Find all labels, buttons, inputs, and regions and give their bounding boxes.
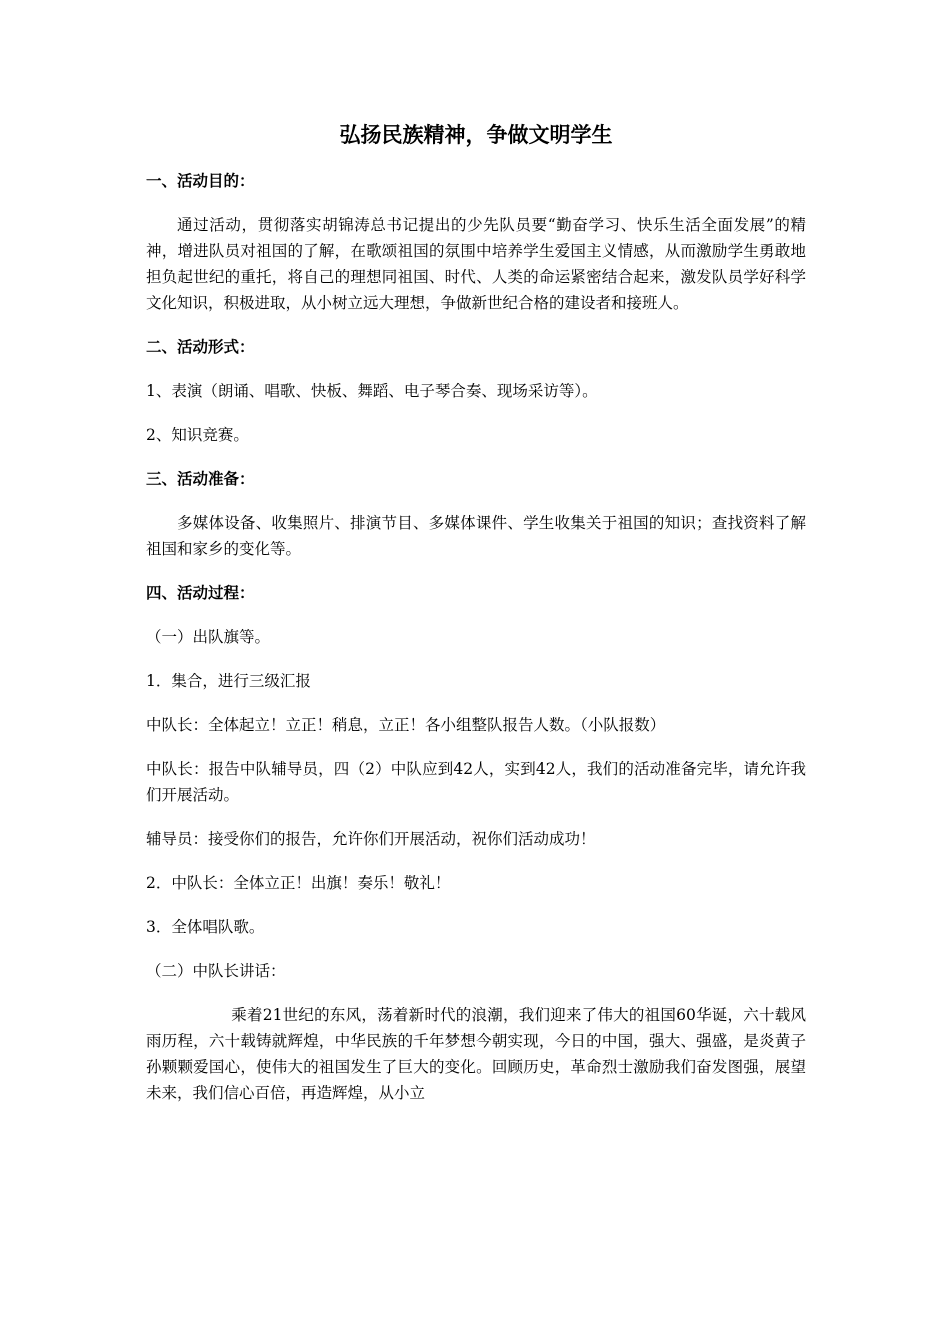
process-heading: 四、活动过程： xyxy=(146,584,255,602)
prep-paragraph: 多媒体设备、收集照片、排演节目、多媒体课件、学生收集关于祖国的知识；查找资料了解祖国和家乡的变化等。 xyxy=(146,514,806,558)
process-step-1b: 中队长：报告中队辅导员，四（2）中队应到42人，实到42人，我们的活动准备完毕，请允许我们开展活动。 xyxy=(146,760,806,804)
process-step-3: 3．全体唱队歌。 xyxy=(146,918,265,936)
process-step-1c: 辅导员：接受你们的报告，允许你们开展活动，祝你们活动成功！ xyxy=(146,830,596,848)
form-item-2: 2、知识竞赛。 xyxy=(146,426,249,444)
purpose-heading: 一、活动目的： xyxy=(146,172,255,190)
document-page xyxy=(146,120,806,1124)
process-subheading-2: （二）中队长讲话： xyxy=(146,962,286,980)
form-item-1: 1、表演（朗诵、唱歌、快板、舞蹈、电子琴合奏、现场采访等）。 xyxy=(146,382,598,400)
purpose-paragraph: 通过活动，贯彻落实胡锦涛总书记提出的少先队员要“勤奋学习、快乐生活全面发展”的精神，增进队员对祖国的了解，在歌颂祖国的氛围中培养学生爱国主义情感，从而激励学生勇敢地担负起世纪的重托，将自己的理想同祖国、时代、人类的命运紧密结合起来，激发队员学好科学文化知识，积极进取，从小树立远大理想，争做新世纪合格的建设者和接班人。 xyxy=(146,216,806,312)
form-heading: 二、活动形式： xyxy=(146,338,255,356)
process-step-1: 1．集合，进行三级汇报 xyxy=(146,672,311,690)
process-step-1a: 中队长：全体起立！立正！稍息，立正！各小组整队报告人数。（小队报数） xyxy=(146,716,666,734)
process-subheading-1: （一）出队旗等。 xyxy=(146,628,271,646)
speech-paragraph: 乘着21世纪的东风，荡着新时代的浪潮，我们迎来了伟大的祖国60华诞，六十载风雨历程，六十载铸就辉煌，中华民族的千年梦想今朝实现，今日的中国，强大、强盛，是炎黄子孙颗颗爱国心，使伟大的祖国发生了巨大的变化。回顾历史，革命烈士激励我们奋发图强，展望未来，我们信心百倍，再造辉煌，从小立 xyxy=(146,1006,806,1102)
prep-heading: 三、活动准备： xyxy=(146,470,255,488)
document-title: 弘扬民族精神，争做文明学生 xyxy=(339,123,613,147)
process-step-2: 2．中队长：全体立正！出旗！奏乐！敬礼！ xyxy=(146,874,451,892)
